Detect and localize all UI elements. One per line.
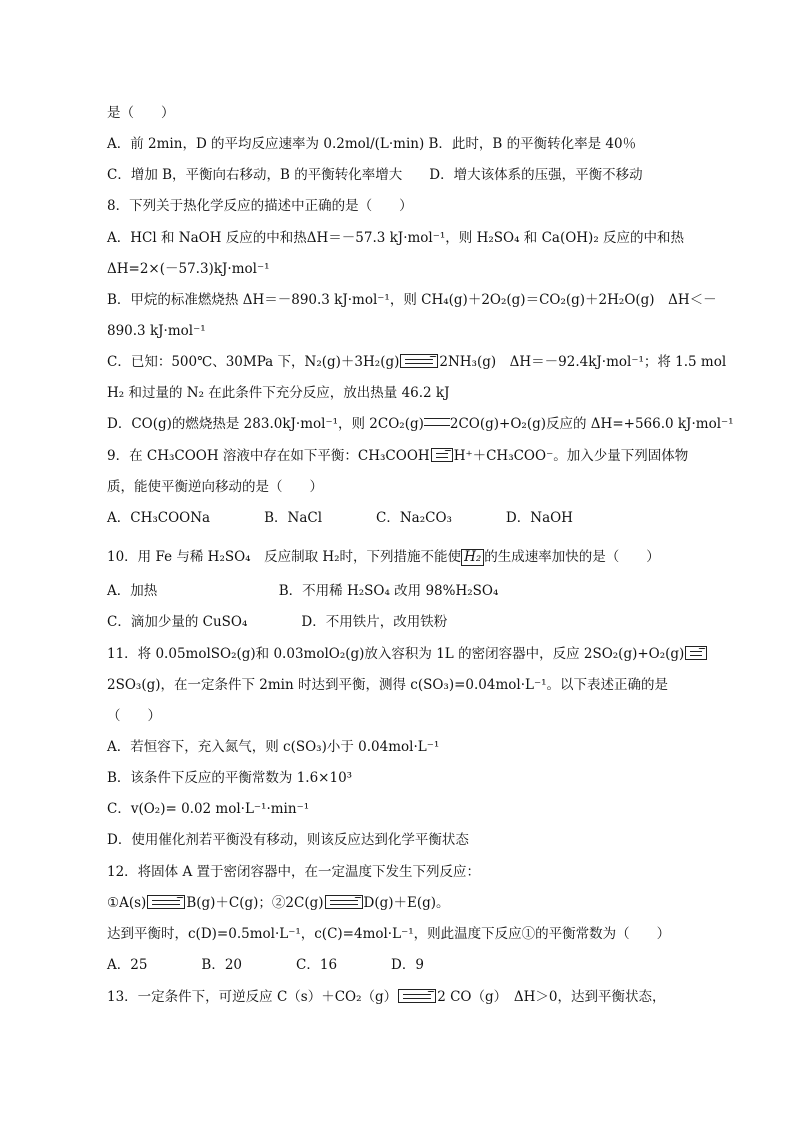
line — [107, 548, 694, 566]
line — [107, 104, 694, 122]
question-7-stem-tail: 是（ ） — [107, 105, 175, 121]
line — [107, 135, 694, 153]
line — [107, 415, 734, 433]
question-11-option-b: B．该条件下反应的平衡常数为 1.6×10³ — [107, 770, 353, 786]
line — [107, 478, 694, 496]
question-8-option-a-cont: ΔH=2×(－57.3)kJ·mol⁻¹ — [107, 261, 270, 277]
line — [107, 645, 694, 663]
reversible-arrow-icon — [147, 895, 185, 909]
question-13-stem-part2: 2 CO（g） ΔH＞0，达到平衡状态， — [437, 989, 666, 1005]
line — [107, 582, 694, 600]
question-8-option-c-cont: H₂ 和过量的 N₂ 在此条件下充分反应，放出热量 46.2 kJ — [107, 385, 450, 401]
line — [107, 509, 694, 527]
question-8-option-c-part1: C．已知：500℃、30MPa 下，N₂(g)＋3H₂(g) — [107, 354, 400, 370]
h2-formula-box: H₂ — [461, 549, 484, 566]
question-8-option-c-part2: 2NH₃(g) ΔH＝－92.4kJ·mol⁻¹；将 1.5 mol — [439, 354, 727, 370]
question-8-option-b-cont: 890.3 kJ·mol⁻¹ — [107, 323, 206, 339]
question-9-stem-part1: 9．在 CH₃COOH 溶液中存在如下平衡：CH₃COOH — [107, 448, 430, 464]
equal-sign-icon — [424, 418, 450, 426]
reversible-arrow-icon — [398, 989, 436, 1003]
question-12-stem: 12．将固体 A 置于密闭容器中，在一定温度下发生下列反应： — [107, 864, 481, 880]
question-12-reaction-1-left: ①A(s) — [107, 895, 147, 911]
line — [107, 956, 694, 974]
line — [107, 166, 694, 184]
reversible-arrow-icon — [431, 448, 453, 462]
line — [107, 384, 694, 402]
question-11-option-a: A．若恒容下，充入氮气，则 c(SO₃)小于 0.04mol·L⁻¹ — [107, 739, 440, 755]
question-11-stem-cont: 2SO₃(g)，在一定条件下 2min 时达到平衡，测得 c(SO₃)=0.04mol·L⁻¹。以下表述正确的是 — [107, 677, 669, 693]
reversible-arrow-icon — [685, 646, 707, 660]
question-11-answer-bracket: （ ） — [107, 708, 161, 724]
line — [107, 894, 694, 912]
line — [107, 260, 694, 278]
line — [107, 769, 694, 787]
question-12-reaction-mid: B(g)＋C(g)；②2C(g) — [186, 895, 324, 911]
line — [107, 322, 694, 340]
question-7-options-ab: A．前 2min，D 的平均反应速率为 0.2mol/(L·min) B．此时，B 的平衡转化率是 40％ — [107, 136, 637, 152]
question-8-option-d-part1: D．CO(g)的燃烧热是 283.0kJ·mol⁻¹，则 2CO₂(g) — [107, 416, 424, 432]
question-11-option-d: D．使用催化剂若平衡没有移动，则该反应达到化学平衡状态 — [107, 832, 469, 848]
line — [107, 229, 694, 247]
reversible-arrow-icon — [400, 354, 438, 368]
question-10-options-ab: A．加热 B．不用稀 H₂SO₄ 改用 98%H₂SO₄ — [107, 583, 499, 599]
line — [107, 197, 694, 215]
question-12-options: A．25 B．20 C．16 D．9 — [107, 957, 424, 973]
question-8-option-d-part2: 2CO(g)+O₂(g)反应的 ΔH=+566.0 kJ·mol⁻¹ — [449, 416, 734, 432]
question-8-option-b: B．甲烷的标准燃烧热 ΔH＝－890.3 kJ·mol⁻¹，则 CH₄(g)＋2O₂(g)＝CO₂(g)＋2H₂O(g) ΔH＜－ — [107, 292, 717, 308]
line — [107, 863, 694, 881]
line — [107, 447, 694, 465]
line — [107, 800, 694, 818]
line — [107, 291, 717, 309]
question-7-options-cd: C．增加 B，平衡向右移动，B 的平衡转化率增大 D．增大该体系的压强，平衡不移动 — [107, 167, 643, 183]
question-10-stem-part2: 的生成速率加快的是（ ） — [484, 549, 660, 565]
question-9-stem-part2: H⁺＋CH₃COO⁻。加入少量下列固体物 — [453, 448, 689, 464]
question-12-reaction-2-right: D(g)＋E(g)。 — [363, 895, 450, 911]
question-11-stem-part1: 11．将 0.05molSO₂(g)和 0.03molO₂(g)放入容积为 1L 的密闭容器中，反应 2SO₂(g)+O₂(g) — [107, 646, 685, 662]
reversible-arrow-icon — [325, 895, 363, 909]
line — [107, 676, 694, 694]
line — [107, 613, 694, 631]
question-9-options: A．CH₃COONa B．NaCl C．Na₂CO₃ D．NaOH — [107, 510, 573, 526]
question-8-option-a: A．HCl 和 NaOH 反应的中和热ΔH＝－57.3 kJ·mol⁻¹，则 H₂SO₄ 和 Ca(OH)₂ 反应的中和热 — [107, 230, 685, 246]
line — [107, 925, 694, 943]
question-9-stem-cont: 质，能使平衡逆向移动的是（ ） — [107, 479, 323, 495]
question-10-options-cd: C．滴加少量的 CuSO₄ D．不用铁片，改用铁粉 — [107, 614, 448, 630]
line — [107, 988, 694, 1006]
question-8-stem: 8．下列关于热化学反应的描述中正确的是（ ） — [107, 198, 413, 214]
line — [107, 353, 727, 371]
line — [107, 707, 694, 725]
question-10-stem-part1: 10．用 Fe 与稀 H₂SO₄ 反应制取 H₂时，下列措施不能使 — [107, 549, 462, 565]
line — [107, 831, 694, 849]
question-11-option-c: C．v(O₂)= 0.02 mol·L⁻¹·min⁻¹ — [107, 801, 310, 817]
question-13-stem-part1: 13．一定条件下，可逆反应 C（s）＋CO₂（g） — [107, 989, 398, 1005]
line — [107, 738, 694, 756]
question-12-stem-cont: 达到平衡时，c(D)=0.5mol·L⁻¹，c(C)=4mol·L⁻¹，则此温度下反应①的平衡常数为（ ） — [107, 926, 671, 942]
